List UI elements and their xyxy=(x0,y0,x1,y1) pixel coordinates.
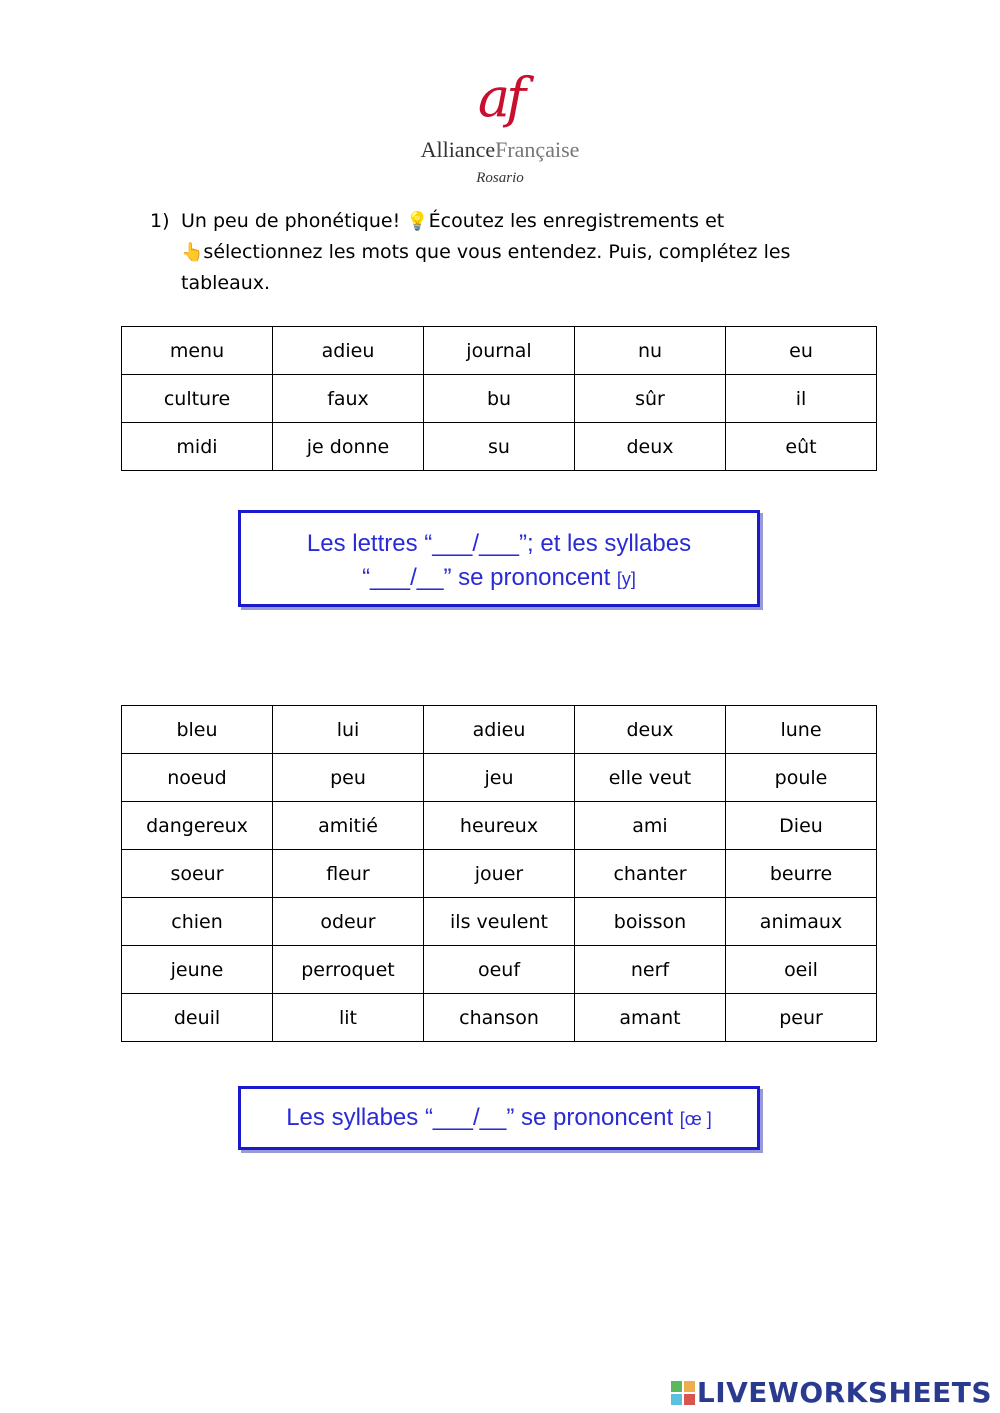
word-cell[interactable]: fleur xyxy=(273,850,424,898)
word-table-oe xyxy=(121,705,877,1042)
lightbulb-icon: 💡 xyxy=(406,211,429,232)
word-cell[interactable]: journal xyxy=(424,327,575,375)
word-cell[interactable]: heureux xyxy=(424,802,575,850)
af-logo-mark: af xyxy=(477,66,523,129)
word-cell[interactable]: nu xyxy=(575,327,726,375)
word-cell[interactable]: deux xyxy=(575,423,726,471)
word-cell[interactable]: elle veut xyxy=(575,754,726,802)
word-cell[interactable]: poule xyxy=(726,754,877,802)
word-cell[interactable]: soeur xyxy=(122,850,273,898)
table-row xyxy=(122,327,877,375)
table-row xyxy=(122,423,877,471)
liveworksheets-brand xyxy=(671,1376,992,1409)
logo-city: Rosario xyxy=(476,170,524,186)
word-cell[interactable]: oeuf xyxy=(424,946,575,994)
logo-name-part1: Alliance xyxy=(420,137,496,162)
instruction-number: 1) xyxy=(150,210,170,232)
word-cell[interactable]: oeil xyxy=(726,946,877,994)
instruction-text xyxy=(181,206,850,299)
instruction xyxy=(150,206,850,299)
word-cell[interactable]: faux xyxy=(273,375,424,423)
pointing-hand-icon: 👆 xyxy=(181,242,204,263)
word-cell[interactable]: peur xyxy=(726,994,877,1042)
word-cell[interactable]: amitié xyxy=(273,802,424,850)
word-cell[interactable]: chanter xyxy=(575,850,726,898)
word-cell[interactable]: ils veulent xyxy=(424,898,575,946)
table-row xyxy=(122,802,877,850)
table-row xyxy=(122,994,877,1042)
word-cell[interactable]: menu xyxy=(122,327,273,375)
word-cell[interactable]: ami xyxy=(575,802,726,850)
word-cell[interactable]: jouer xyxy=(424,850,575,898)
word-cell[interactable]: perroquet xyxy=(273,946,424,994)
word-cell[interactable]: chien xyxy=(122,898,273,946)
table-row xyxy=(122,754,877,802)
word-cell[interactable]: il xyxy=(726,375,877,423)
rule1-line2: “___/__” se prononcent xyxy=(362,564,617,591)
word-cell[interactable]: amant xyxy=(575,994,726,1042)
table-row xyxy=(122,375,877,423)
word-cell[interactable]: animaux xyxy=(726,898,877,946)
word-cell[interactable]: chanson xyxy=(424,994,575,1042)
word-cell[interactable]: peu xyxy=(273,754,424,802)
rule1-line1: Les lettres “___/___”; et les syllabes xyxy=(306,530,692,557)
word-cell[interactable]: lune xyxy=(726,706,877,754)
word-cell[interactable]: odeur xyxy=(273,898,424,946)
word-cell[interactable]: jeu xyxy=(424,754,575,802)
word-cell[interactable]: culture xyxy=(122,375,273,423)
logo-name-part2: Française xyxy=(495,137,580,162)
table-row xyxy=(122,946,877,994)
table-row xyxy=(122,898,877,946)
rule2-text: Les syllabes “___/__” se prononcent xyxy=(286,1104,680,1131)
logo-name xyxy=(0,136,1000,164)
word-cell[interactable]: sûr xyxy=(575,375,726,423)
word-cell[interactable]: dangereux xyxy=(122,802,273,850)
brand-name: LIVEWORKSHEETS xyxy=(696,1376,992,1409)
instruction-part3: sélectionnez les mots que vous entendez. Puis, complétez les tableaux. xyxy=(181,241,791,294)
word-cell[interactable]: eu xyxy=(726,327,877,375)
table-row xyxy=(122,706,877,754)
word-cell[interactable]: adieu xyxy=(273,327,424,375)
rule-box-oe xyxy=(238,1086,760,1150)
word-cell[interactable]: eût xyxy=(726,423,877,471)
word-cell[interactable]: deux xyxy=(575,706,726,754)
word-cell[interactable]: midi xyxy=(122,423,273,471)
word-cell[interactable]: deuil xyxy=(122,994,273,1042)
word-cell[interactable]: bu xyxy=(424,375,575,423)
word-table-y xyxy=(121,326,877,471)
instruction-part2: Écoutez les enregistrements et xyxy=(428,210,725,232)
word-cell[interactable]: adieu xyxy=(424,706,575,754)
word-cell[interactable]: su xyxy=(424,423,575,471)
word-cell[interactable]: lit xyxy=(273,994,424,1042)
word-cell[interactable]: lui xyxy=(273,706,424,754)
rule2-ipa: [œ ] xyxy=(679,1109,712,1129)
liveworksheets-logo-icon xyxy=(671,1381,695,1405)
word-cell[interactable]: noeud xyxy=(122,754,273,802)
word-cell[interactable]: boisson xyxy=(575,898,726,946)
instruction-part1: Un peu de phonétique! xyxy=(181,210,407,232)
word-cell[interactable]: beurre xyxy=(726,850,877,898)
word-cell[interactable]: bleu xyxy=(122,706,273,754)
word-cell[interactable]: nerf xyxy=(575,946,726,994)
rule1-ipa: [y] xyxy=(616,569,636,589)
word-cell[interactable]: Dieu xyxy=(726,802,877,850)
table-row xyxy=(122,850,877,898)
word-cell[interactable]: je donne xyxy=(273,423,424,471)
rule-box-y xyxy=(238,510,760,607)
alliance-francaise-logo xyxy=(0,68,1000,187)
word-cell[interactable]: jeune xyxy=(122,946,273,994)
rule1-line2-wrap xyxy=(241,561,757,596)
